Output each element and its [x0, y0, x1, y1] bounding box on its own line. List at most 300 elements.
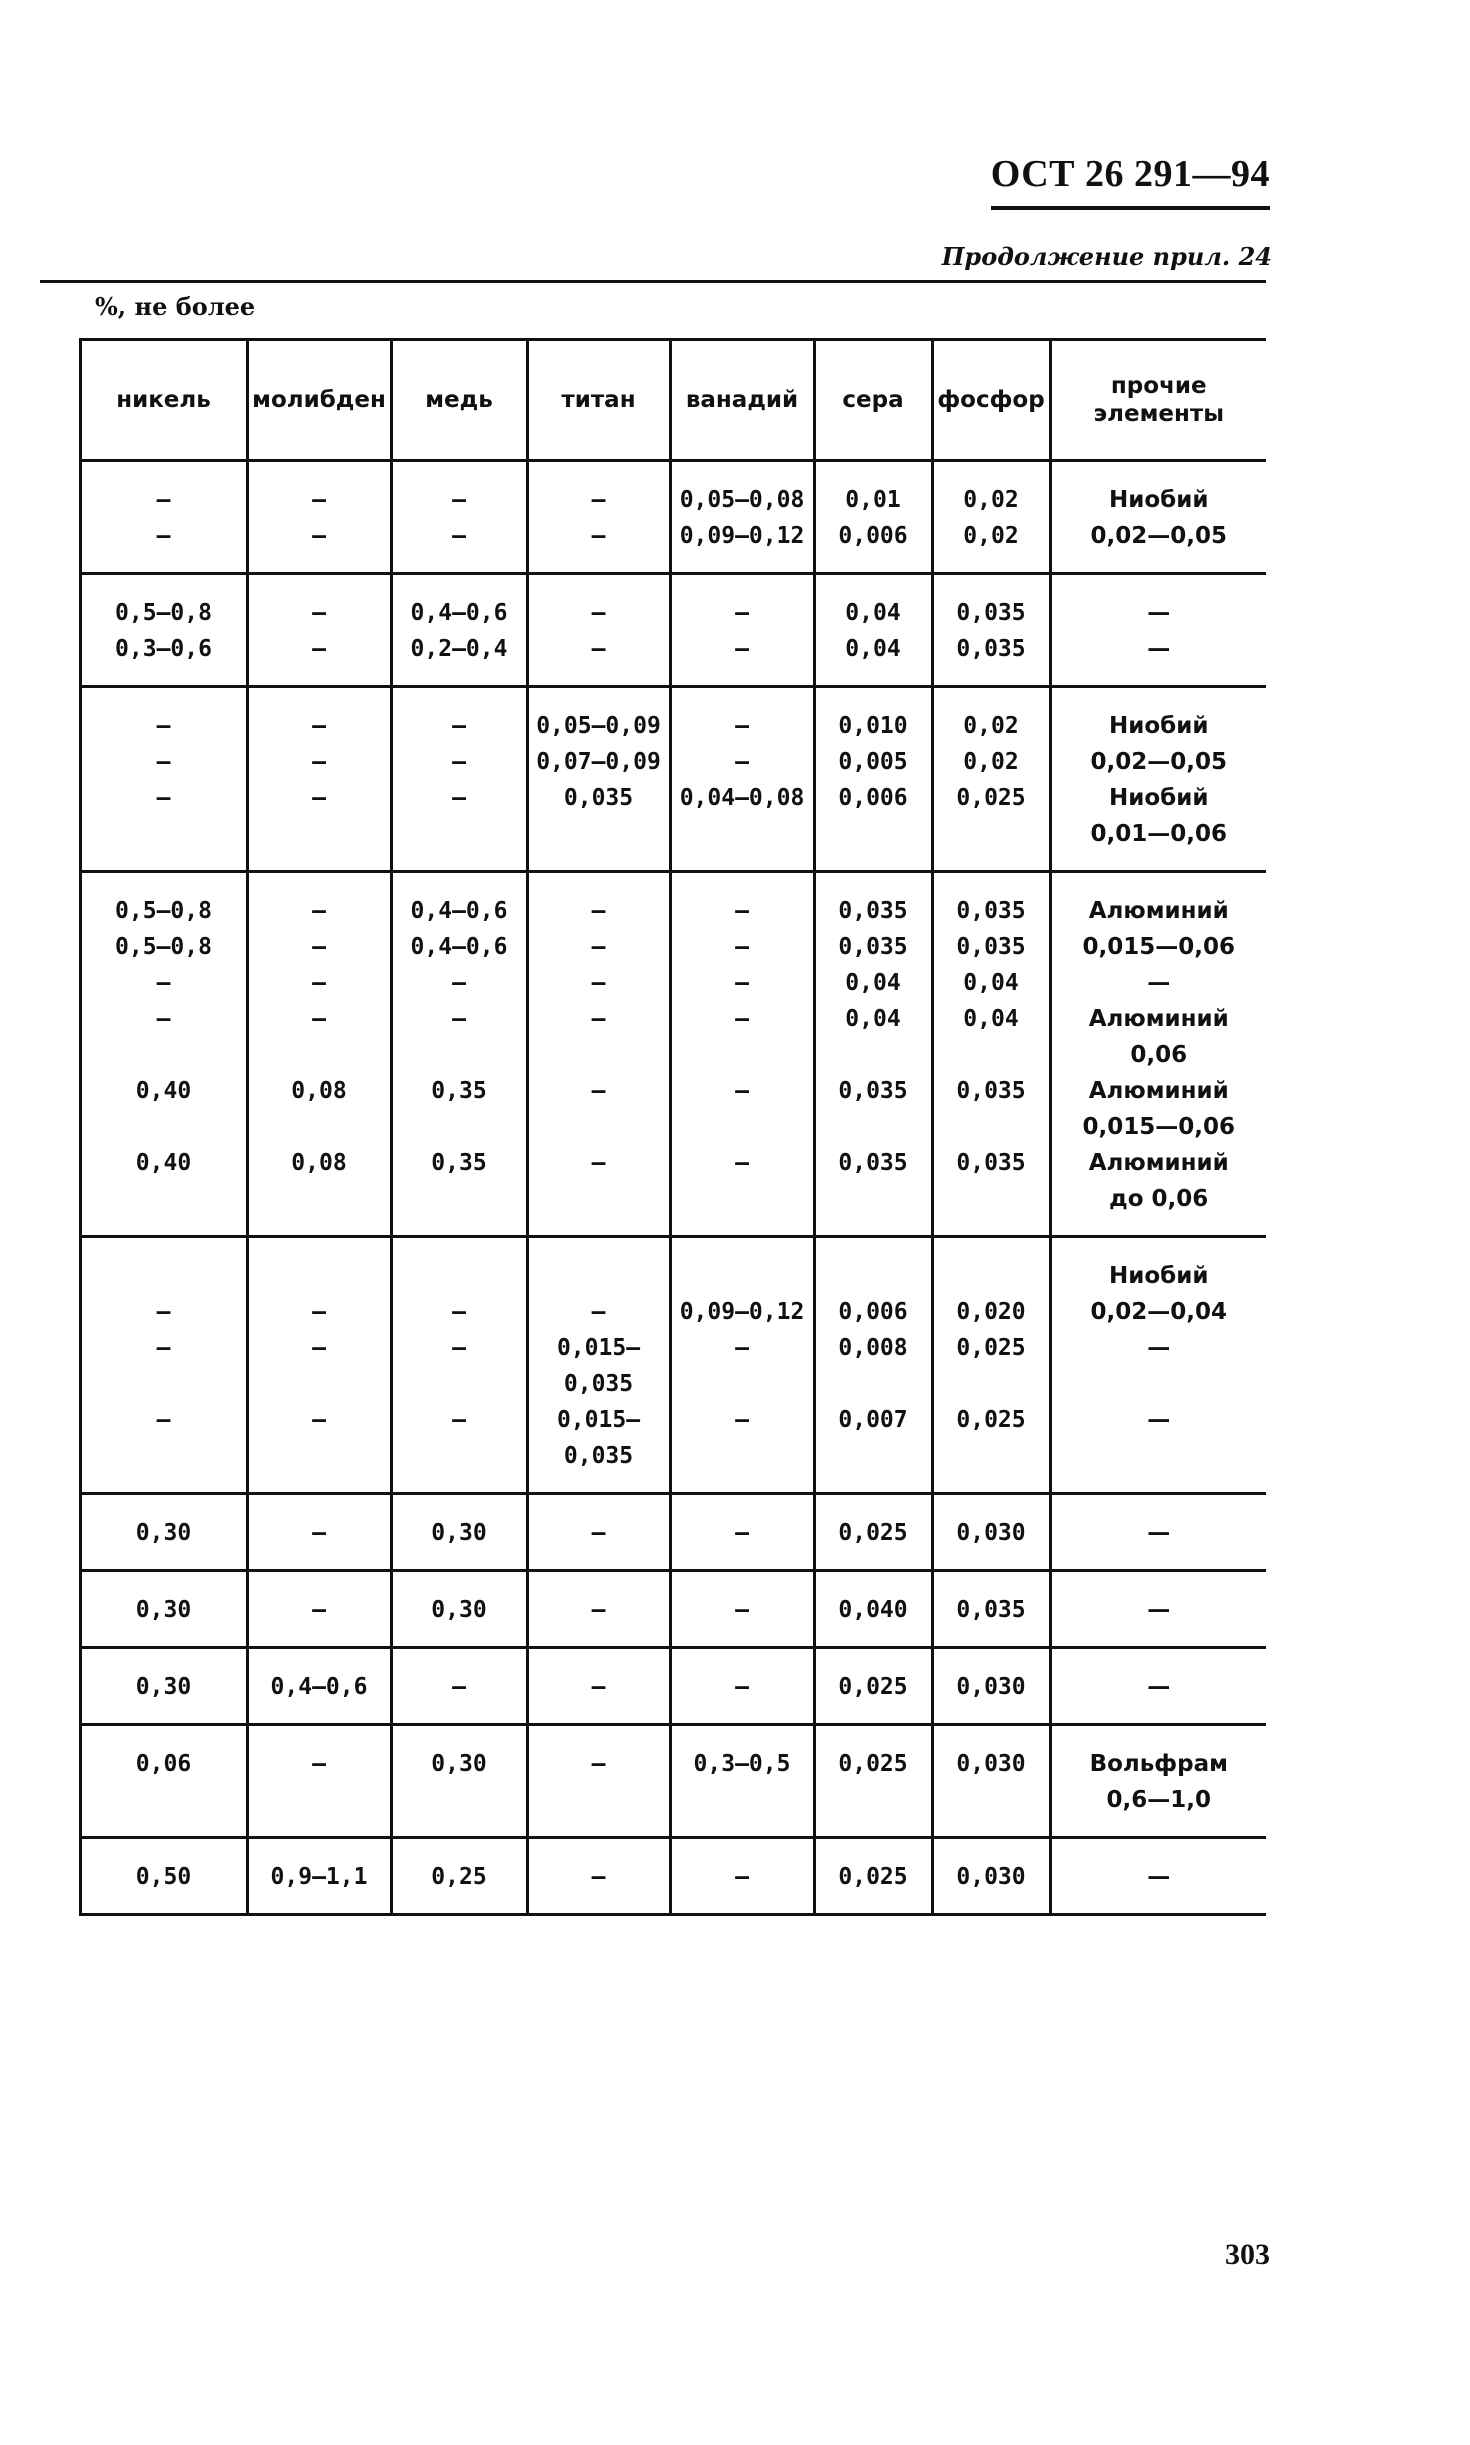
- cell-line: [816, 1109, 931, 1145]
- cell-line: —: [1147, 1674, 1171, 1700]
- cell-line: 0,08: [291, 1078, 347, 1104]
- cell-sulfur: [814, 574, 932, 687]
- cell-line: Ниобий: [1109, 1263, 1209, 1289]
- table-row: [40, 872, 1266, 1237]
- cell-line: [249, 1109, 390, 1145]
- cell-line: 0,025: [956, 1407, 1026, 1433]
- cell-line: —: [735, 898, 749, 924]
- cell-line: 0,035: [956, 1597, 1026, 1623]
- cell-line: [82, 1037, 246, 1073]
- cell-line: [816, 1366, 931, 1402]
- cell-line: 0,5—0,8: [115, 934, 212, 960]
- col-header-nickel: никель: [80, 340, 247, 461]
- cell-line: 0,035: [838, 934, 908, 960]
- cell-titanium: [527, 687, 670, 872]
- cell-line: 0,06: [1130, 1042, 1188, 1068]
- cell-line: 0,030: [956, 1520, 1026, 1546]
- cell-titanium: [527, 1725, 670, 1838]
- cell-line: —: [312, 1006, 326, 1032]
- cell-line: 0,006: [838, 523, 908, 549]
- cell-line: —: [735, 1674, 749, 1700]
- cell-line: —: [156, 1335, 171, 1361]
- cell-other: [1050, 1725, 1266, 1838]
- cell-line: —: [735, 970, 749, 996]
- page-header: [991, 152, 1270, 210]
- cell-sulfur: [814, 461, 932, 574]
- cell-line: 0,4—0,6: [270, 1674, 368, 1700]
- cell-line: 0,9—1,1: [270, 1864, 368, 1890]
- cell-line: 0,035: [838, 898, 908, 924]
- cell-line: [934, 1109, 1049, 1145]
- table-row: [40, 1571, 1266, 1648]
- cell-nickel: [80, 1838, 247, 1915]
- cell-other: [1050, 872, 1266, 1237]
- cell-copper: [391, 461, 527, 574]
- cell-line: 0,04: [845, 600, 901, 626]
- cell-vanadium: [670, 872, 814, 1237]
- cell-line: 0,30: [431, 1751, 487, 1777]
- cell-line: —: [591, 1597, 606, 1623]
- cell-line: 0,035: [956, 1078, 1026, 1104]
- cell-line: —: [1147, 1597, 1171, 1623]
- cell-line: —: [312, 487, 326, 513]
- cell-other: [1050, 687, 1266, 872]
- cell-copper: [391, 872, 527, 1237]
- row-spacer: [40, 1237, 80, 1494]
- cell-line: 0,02—0,04: [1090, 1299, 1227, 1325]
- cell-line: 0,04: [963, 970, 1019, 996]
- cell-line: [934, 1366, 1049, 1402]
- cell-nickel: [80, 1237, 247, 1494]
- cell-line: 0,007: [838, 1407, 908, 1433]
- cell-titanium: [527, 1494, 670, 1571]
- cell-molybdenum: [247, 872, 391, 1237]
- cell-line: 0,30: [135, 1520, 192, 1546]
- cell-line: 0,4—0,6: [410, 934, 508, 960]
- cell-line: 0,07—0,09: [536, 749, 661, 775]
- cell-line: [816, 1258, 931, 1294]
- cell-line: 0,025: [838, 1864, 908, 1890]
- cell-other: [1050, 1648, 1266, 1725]
- cell-line: —: [452, 1407, 466, 1433]
- cell-line: [672, 1366, 813, 1402]
- cell-other: [1050, 574, 1266, 687]
- table-row: [40, 1648, 1266, 1725]
- col-header-titanium: титан: [527, 340, 670, 461]
- cell-titanium: [527, 461, 670, 574]
- cell-line: [1052, 1366, 1267, 1402]
- cell-line: —: [312, 970, 326, 996]
- cell-line: [672, 1037, 813, 1073]
- cell-line: 0,035: [956, 1150, 1026, 1176]
- cell-molybdenum: [247, 1237, 391, 1494]
- cell-line: —: [156, 749, 171, 775]
- row-spacer: [40, 1571, 80, 1648]
- cell-nickel: [80, 1648, 247, 1725]
- cell-sulfur: [814, 687, 932, 872]
- cell-phosphorus: [932, 687, 1050, 872]
- cell-vanadium: [670, 1648, 814, 1725]
- cell-line: 0,025: [956, 1335, 1026, 1361]
- cell-phosphorus: [932, 1725, 1050, 1838]
- cell-line: 0,04: [845, 1006, 901, 1032]
- cell-line: —: [735, 1150, 749, 1176]
- cell-line: [82, 1258, 246, 1294]
- table-row: [40, 1237, 1266, 1494]
- row-spacer: [40, 461, 80, 574]
- cell-line: 0,008: [838, 1335, 908, 1361]
- cell-molybdenum: [247, 1571, 391, 1648]
- cell-line: —: [735, 1407, 749, 1433]
- cell-line: —: [156, 1299, 171, 1325]
- table-row: [40, 1725, 1266, 1838]
- cell-nickel: [80, 1494, 247, 1571]
- cell-line: 0,04—0,08: [679, 785, 805, 811]
- cell-line: —: [735, 1520, 749, 1546]
- cell-line: 0,015—: [556, 1335, 641, 1361]
- cell-line: —: [312, 1299, 326, 1325]
- cell-vanadium: [670, 687, 814, 872]
- cell-line: —: [1147, 1335, 1171, 1361]
- cell-line: 0,25: [431, 1864, 487, 1890]
- cell-line: 0,6—1,0: [1106, 1787, 1211, 1813]
- cell-line: —: [591, 1520, 606, 1546]
- cell-line: [672, 1109, 813, 1145]
- table-row: [40, 461, 1266, 574]
- cell-nickel: [80, 687, 247, 872]
- table-body: [40, 461, 1266, 1915]
- cell-line: Алюминий: [1088, 1006, 1229, 1032]
- cell-line: [82, 1366, 246, 1402]
- cell-line: 0,01—0,06: [1090, 821, 1227, 847]
- cell-molybdenum: [247, 574, 391, 687]
- cell-line: —: [735, 600, 749, 626]
- cell-sulfur: [814, 1571, 932, 1648]
- cell-line: —: [591, 487, 606, 513]
- row-spacer: [40, 1648, 80, 1725]
- table-row: [40, 1838, 1266, 1915]
- cell-line: 0,015—0,06: [1082, 1114, 1235, 1140]
- cell-line: [934, 1037, 1049, 1073]
- standard-code: ОСТ 26 291—94: [991, 152, 1270, 210]
- cell-vanadium: [670, 1237, 814, 1494]
- cell-copper: [391, 1838, 527, 1915]
- cell-line: 0,035: [956, 636, 1026, 662]
- cell-line: 0,5—0,8: [115, 600, 212, 626]
- cell-line: 0,025: [838, 1674, 908, 1700]
- col-header-other-elements: прочие элементы: [1050, 340, 1266, 461]
- cell-line: 0,010: [838, 713, 908, 739]
- cell-line: 0,50: [135, 1864, 192, 1890]
- cell-line: 0,035: [956, 600, 1026, 626]
- cell-line: —: [1147, 636, 1171, 662]
- cell-nickel: [80, 872, 247, 1237]
- cell-line: 0,4—0,6: [410, 898, 508, 924]
- cell-line: 0,006: [838, 1299, 908, 1325]
- cell-line: —: [312, 1407, 326, 1433]
- cell-titanium: [527, 1571, 670, 1648]
- cell-line: [529, 1037, 669, 1073]
- cell-line: —: [591, 600, 606, 626]
- cell-line: —: [1147, 1407, 1171, 1433]
- cell-line: 0,040: [838, 1597, 908, 1623]
- cell-line: Вольфрам: [1089, 1751, 1228, 1777]
- cell-line: —: [312, 636, 326, 662]
- cell-line: 0,05—0,08: [679, 487, 805, 513]
- cell-nickel: [80, 1725, 247, 1838]
- cell-line: [816, 1037, 931, 1073]
- cell-other: [1050, 1494, 1266, 1571]
- cell-line: —: [591, 523, 606, 549]
- cell-molybdenum: [247, 1725, 391, 1838]
- cell-phosphorus: [932, 1648, 1050, 1725]
- cell-titanium: [527, 1648, 670, 1725]
- cell-nickel: [80, 574, 247, 687]
- cell-line: 0,09—0,12: [679, 1299, 805, 1325]
- cell-line: —: [312, 785, 326, 811]
- cell-line: 0,02: [963, 749, 1019, 775]
- cell-line: 0,030: [956, 1751, 1026, 1777]
- cell-line: 0,04: [845, 970, 901, 996]
- row-spacer: [40, 1838, 80, 1915]
- cell-line: —: [735, 1006, 749, 1032]
- cell-line: —: [312, 749, 326, 775]
- cell-line: Алюминий: [1088, 1150, 1229, 1176]
- cell-line: —: [735, 749, 749, 775]
- cell-line: 0,30: [135, 1597, 192, 1623]
- composition-table-wrapper: [40, 338, 1266, 1916]
- cell-phosphorus: [932, 1494, 1050, 1571]
- row-spacer: [40, 1725, 80, 1838]
- cell-titanium: [527, 872, 670, 1237]
- row-spacer: [40, 872, 80, 1237]
- cell-nickel: [80, 1571, 247, 1648]
- cell-line: —: [1147, 970, 1171, 996]
- cell-line: —: [312, 1335, 326, 1361]
- continuation-note: Продолжение прил. 24: [941, 242, 1272, 271]
- cell-line: 0,30: [135, 1674, 192, 1700]
- cell-line: Ниобий: [1109, 713, 1209, 739]
- cell-line: —: [735, 1078, 749, 1104]
- cell-line: 0,035: [956, 934, 1026, 960]
- cell-line: —: [452, 1299, 466, 1325]
- cell-line: Алюминий: [1088, 898, 1229, 924]
- cell-titanium: [527, 1237, 670, 1494]
- cell-line: 0,02: [963, 523, 1019, 549]
- cell-line: —: [156, 1006, 171, 1032]
- cell-vanadium: [670, 1571, 814, 1648]
- cell-line: —: [735, 1335, 749, 1361]
- cell-line: —: [452, 487, 466, 513]
- cell-line: Алюминий: [1088, 1078, 1229, 1104]
- cell-phosphorus: [932, 872, 1050, 1237]
- table-top-rule: [40, 280, 1266, 283]
- cell-sulfur: [814, 1494, 932, 1571]
- cell-line: —: [452, 523, 466, 549]
- cell-molybdenum: [247, 1494, 391, 1571]
- cell-line: 0,035: [563, 1443, 634, 1469]
- cell-copper: [391, 574, 527, 687]
- cell-line: 0,3—0,5: [693, 1751, 791, 1777]
- cell-nickel: [80, 461, 247, 574]
- cell-phosphorus: [932, 461, 1050, 574]
- col-header-phosphorus: фосфор: [932, 340, 1050, 461]
- cell-other: [1050, 1838, 1266, 1915]
- cell-line: —: [735, 713, 749, 739]
- cell-molybdenum: [247, 1648, 391, 1725]
- cell-other: [1050, 1237, 1266, 1494]
- cell-line: —: [156, 523, 171, 549]
- cell-vanadium: [670, 1494, 814, 1571]
- cell-line: [934, 1258, 1049, 1294]
- cell-copper: [391, 687, 527, 872]
- cell-line: [529, 1258, 669, 1294]
- cell-line: —: [452, 970, 466, 996]
- cell-line: —: [591, 898, 606, 924]
- cell-line: —: [591, 1150, 606, 1176]
- cell-line: —: [591, 636, 606, 662]
- cell-line: [393, 1366, 526, 1402]
- cell-line: [249, 1366, 390, 1402]
- cell-line: 0,005: [838, 749, 908, 775]
- cell-line: —: [1147, 1520, 1171, 1546]
- cell-line: 0,020: [956, 1299, 1026, 1325]
- cell-line: 0,02—0,05: [1090, 749, 1227, 775]
- col-header-copper: медь: [391, 340, 527, 461]
- cell-line: 0,35: [431, 1150, 487, 1176]
- cell-line: —: [452, 1674, 466, 1700]
- cell-line: 0,025: [838, 1751, 908, 1777]
- cell-line: 0,01: [845, 487, 901, 513]
- cell-line: —: [1147, 600, 1171, 626]
- cell-sulfur: [814, 1237, 932, 1494]
- cell-line: 0,2—0,4: [410, 636, 508, 662]
- cell-line: —: [156, 713, 171, 739]
- cell-other: [1050, 461, 1266, 574]
- cell-line: 0,40: [135, 1078, 192, 1104]
- cell-line: —: [312, 600, 326, 626]
- cell-line: [82, 1109, 246, 1145]
- cell-line: 0,04: [845, 636, 901, 662]
- cell-line: —: [1147, 1864, 1171, 1890]
- cell-line: [672, 1258, 813, 1294]
- row-spacer: [40, 1494, 80, 1571]
- cell-line: [393, 1258, 526, 1294]
- cell-line: 0,02: [963, 487, 1019, 513]
- page-number: 303: [1225, 2238, 1270, 2271]
- cell-line: 0,30: [431, 1597, 487, 1623]
- cell-line: 0,4—0,6: [410, 600, 508, 626]
- cell-line: —: [591, 970, 606, 996]
- table-row: [40, 687, 1266, 872]
- cell-line: —: [156, 1407, 171, 1433]
- cell-line: [249, 1258, 390, 1294]
- cell-phosphorus: [932, 1838, 1050, 1915]
- cell-copper: [391, 1648, 527, 1725]
- cell-line: —: [452, 713, 466, 739]
- cell-line: —: [591, 1751, 606, 1777]
- cell-line: —: [735, 934, 749, 960]
- cell-line: 0,025: [838, 1520, 908, 1546]
- cell-line: 0,04: [963, 1006, 1019, 1032]
- table-row: [40, 574, 1266, 687]
- cell-line: —: [591, 1006, 606, 1032]
- cell-sulfur: [814, 872, 932, 1237]
- cell-phosphorus: [932, 1237, 1050, 1494]
- cell-line: 0,05—0,09: [536, 713, 661, 739]
- cell-line: 0,06: [135, 1751, 192, 1777]
- cell-vanadium: [670, 461, 814, 574]
- cell-line: до 0,06: [1109, 1186, 1209, 1212]
- cell-line: —: [312, 934, 326, 960]
- row-spacer: [40, 574, 80, 687]
- cell-molybdenum: [247, 687, 391, 872]
- cell-line: 0,035: [956, 898, 1026, 924]
- cell-line: —: [312, 713, 326, 739]
- cell-line: 0,40: [135, 1150, 192, 1176]
- cell-phosphorus: [932, 1571, 1050, 1648]
- cell-copper: [391, 1571, 527, 1648]
- cell-titanium: [527, 1838, 670, 1915]
- cell-line: —: [156, 970, 171, 996]
- units-caption: %, не более: [95, 292, 256, 321]
- cell-line: —: [452, 1006, 466, 1032]
- col-header-vanadium: ванадий: [670, 340, 814, 461]
- cell-line: 0,006: [838, 785, 908, 811]
- cell-other: [1050, 1571, 1266, 1648]
- cell-line: —: [591, 934, 606, 960]
- cell-line: 0,5—0,8: [115, 898, 212, 924]
- col-header-sulfur: сера: [814, 340, 932, 461]
- cell-line: —: [591, 1864, 606, 1890]
- cell-line: 0,035: [563, 785, 634, 811]
- cell-line: 0,02—0,05: [1090, 523, 1227, 549]
- cell-line: 0,015—: [556, 1407, 641, 1433]
- cell-vanadium: [670, 1838, 814, 1915]
- cell-sulfur: [814, 1838, 932, 1915]
- cell-line: —: [312, 1597, 326, 1623]
- table-header-row: [40, 340, 1266, 461]
- cell-line: —: [735, 1597, 749, 1623]
- cell-line: Ниобий: [1109, 487, 1209, 513]
- cell-line: —: [735, 636, 749, 662]
- cell-line: —: [312, 1751, 326, 1777]
- cell-line: —: [452, 1335, 466, 1361]
- cell-line: —: [591, 1674, 606, 1700]
- cell-line: —: [156, 487, 171, 513]
- cell-sulfur: [814, 1725, 932, 1838]
- cell-sulfur: [814, 1648, 932, 1725]
- cell-molybdenum: [247, 1838, 391, 1915]
- cell-vanadium: [670, 1725, 814, 1838]
- cell-line: 0,3—0,6: [115, 636, 212, 662]
- cell-line: [529, 1109, 669, 1145]
- cell-line: —: [735, 1864, 749, 1890]
- cell-line: 0,09—0,12: [679, 523, 805, 549]
- cell-line: 0,30: [431, 1520, 487, 1546]
- cell-line: 0,035: [838, 1150, 908, 1176]
- cell-line: —: [591, 1299, 606, 1325]
- cell-line: —: [452, 785, 466, 811]
- cell-phosphorus: [932, 574, 1050, 687]
- cell-line: 0,02: [963, 713, 1019, 739]
- cell-line: 0,030: [956, 1674, 1026, 1700]
- cell-line: 0,030: [956, 1864, 1026, 1890]
- composition-table: [40, 338, 1266, 1916]
- cell-titanium: [527, 574, 670, 687]
- cell-line: —: [312, 523, 326, 549]
- cell-line: [393, 1109, 526, 1145]
